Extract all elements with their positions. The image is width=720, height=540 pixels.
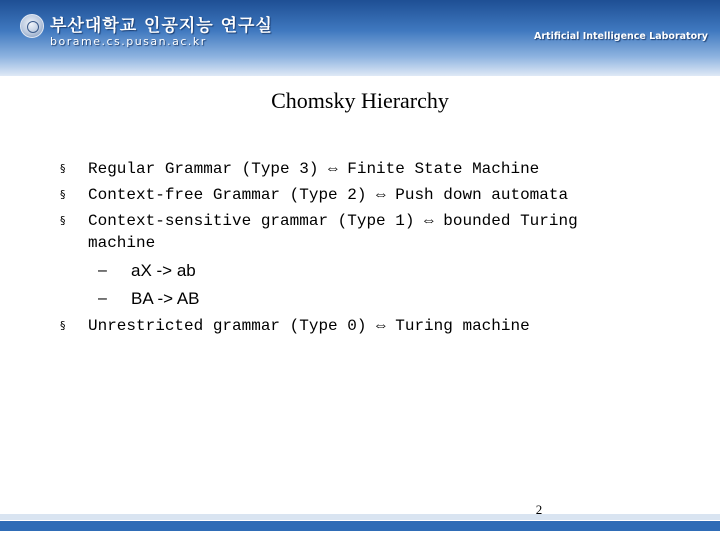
slide-title: Chomsky Hierarchy [271,88,449,113]
lab-name-korean: 부산대학교 인공지능 연구실 [50,16,273,36]
list-item: Regular Grammar (Type 3) ⇔ Finite State Machine [88,160,540,178]
list-item: Context-free Grammar (Type 2) ⇔ Push down automata [88,186,569,204]
sub-bullet-dash: – [98,262,107,279]
bullet-icon: § [60,319,66,332]
sub-bullet-dash: – [98,290,107,307]
bullet-icon: § [60,188,66,201]
list-item-continuation: machine [88,234,156,252]
page-number: 2 [535,502,543,517]
lab-url: borame.cs.pusan.ac.kr [50,35,207,48]
bullet-icon: § [60,162,66,175]
list-item: Context-sensitive grammar (Type 1) ⇔ bounded Turing [88,212,578,230]
list-item: Unrestricted grammar (Type 0) ⇔ Turing machine [88,317,530,335]
footer-stripe-blue [0,521,720,531]
lab-name-english: Artificial Intelligence Laboratory [533,31,708,42]
footer-stripe-light [0,514,720,520]
header-banner [0,0,720,76]
sub-list-item: aX -> ab [131,261,196,280]
university-seal-icon [20,14,44,38]
bullet-icon: § [60,214,66,227]
sub-list-item: BA -> AB [131,289,200,308]
